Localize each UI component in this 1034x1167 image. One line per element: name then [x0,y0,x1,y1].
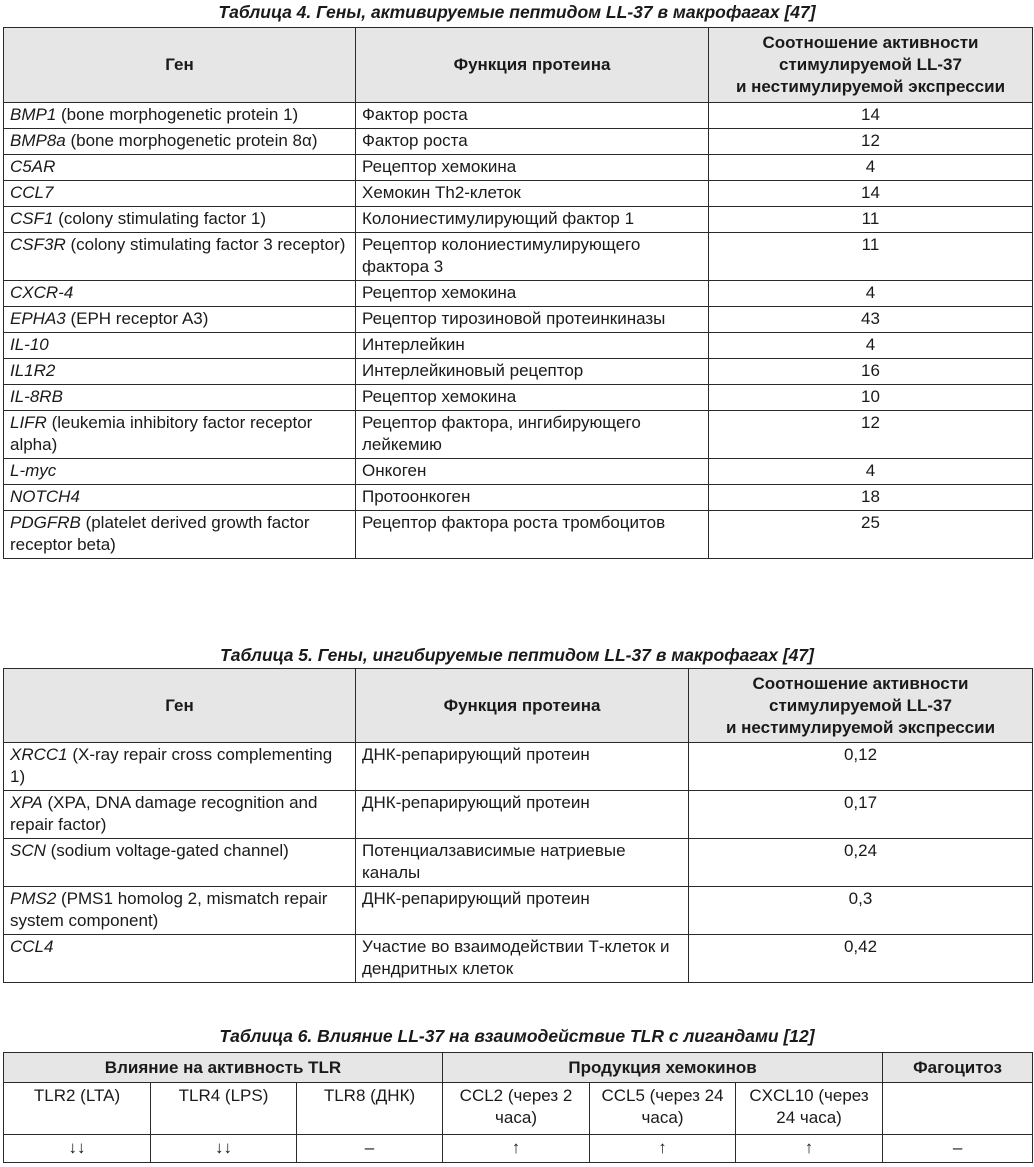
table-row [4,511,1033,559]
function-cell: Потенциалзависимые натриевые каналы [356,839,689,887]
gene-symbol: CXCR-4 [10,283,74,302]
table6-sub-tlr8: TLR8 (ДНК) [297,1083,443,1135]
ratio-cell: 12 [709,129,1033,155]
gene-cell [4,411,356,459]
table6-sub-empty [883,1083,1033,1135]
ratio-cell: 0,3 [689,887,1033,935]
gene-cell [4,207,356,233]
table6-sub-tlr4: TLR4 (LPS) [151,1083,297,1135]
gene-cell [4,935,356,983]
ratio-cell: 0,42 [689,935,1033,983]
table-row [4,743,1033,791]
gene-symbol: CCL7 [10,183,54,202]
ratio-cell: 4 [709,281,1033,307]
gene-description: (XPA, DNA damage recognition and repair factor) [10,793,318,834]
table4 [3,27,1033,559]
gene-cell [4,307,356,333]
table-row [4,129,1033,155]
gene-cell [4,839,356,887]
table-row [4,333,1033,359]
table-row [4,155,1033,181]
table6-sub-ccl2: CCL2 (через 2 часа) [443,1083,590,1135]
table5-header-function: Функция протеина [356,669,689,743]
table6-value-phagocytosis: – [883,1135,1033,1163]
function-cell: Онкоген [356,459,709,485]
table-row [4,207,1033,233]
gene-symbol: BMP8a [10,131,66,150]
gene-description: (bone morphogenetic protein 1) [56,105,299,124]
table6-value-tlr8: – [297,1135,443,1163]
ratio-cell: 10 [709,385,1033,411]
ratio-cell: 4 [709,459,1033,485]
gene-cell [4,333,356,359]
gene-cell [4,103,356,129]
gene-symbol: CCL4 [10,937,54,956]
table6 [3,1052,1033,1163]
gene-cell [4,743,356,791]
gene-symbol: PMS2 [10,889,57,908]
gene-description: (colony stimulating factor 1) [53,209,267,228]
table-row [4,791,1033,839]
gene-symbol: XRCC1 [10,745,68,764]
table6-value-ccl5: ↑ [590,1135,736,1163]
gene-cell [4,155,356,181]
table5-header-ratio: Соотношение активности стимулируемой LL-37 и нестимулируемой экспрессии [689,669,1033,743]
function-cell: Протоонкоген [356,485,709,511]
gene-cell [4,887,356,935]
table6-sub-tlr2: TLR2 (LTA) [4,1083,151,1135]
function-cell: Фактор роста [356,103,709,129]
table6-group-chemokines: Продукция хемокинов [443,1053,883,1083]
gene-symbol: IL-8RB [10,387,63,406]
table-row [4,385,1033,411]
gene-description: (bone morphogenetic protein 8α) [65,131,318,150]
gene-symbol: C5AR [10,157,56,176]
function-cell: Хемокин Th2-клеток [356,181,709,207]
gene-description: (platelet derived growth factor receptor beta) [10,513,310,554]
ratio-cell: 0,24 [689,839,1033,887]
gene-cell [4,511,356,559]
ratio-cell: 25 [709,511,1033,559]
gene-symbol: IL-10 [10,335,49,354]
gene-cell [4,791,356,839]
function-cell: Рецептор колониестимулирующего фактора 3 [356,233,709,281]
gene-description: (PMS1 homolog 2, mismatch repair system component) [10,889,328,930]
gene-description: (X-ray repair cross complementing 1) [10,745,333,786]
gene-symbol: IL1R2 [10,361,56,380]
gene-cell [4,459,356,485]
table6-sub-ccl5: CCL5 (через 24 часа) [590,1083,736,1135]
table4-header-ratio: Соотношение активности стимулируемой LL-37 и нестимулируемой экспрессии [709,28,1033,103]
gene-cell [4,233,356,281]
gene-symbol: BMP1 [10,105,57,124]
table4-header-function: Функция протеина [356,28,709,103]
function-cell: ДНК-репарирующий протеин [356,791,689,839]
gene-cell [4,181,356,207]
table-row [4,887,1033,935]
gene-symbol: CSF1 [10,209,54,228]
gene-symbol: SCN [10,841,46,860]
table6-value-tlr2: ↓↓ [4,1135,151,1163]
gene-symbol: L-myc [10,461,57,480]
table-row [4,281,1033,307]
ratio-cell: 11 [709,207,1033,233]
table5 [3,668,1033,983]
ratio-cell: 4 [709,155,1033,181]
gene-symbol: NOTCH4 [10,487,80,506]
table6-group-tlr: Влияние на активность TLR [4,1053,443,1083]
table4-caption: Таблица 4. Гены, активируемые пептидом LL-37 в макрофагах [47] [218,2,816,22]
function-cell: Интерлейкин [356,333,709,359]
gene-symbol: LIFR [10,413,47,432]
ratio-cell: 18 [709,485,1033,511]
function-cell: Рецептор хемокина [356,281,709,307]
function-cell: Участие во взаимодействии Т-клеток и дендритных клеток [356,935,689,983]
gene-description: (sodium voltage-gated channel) [45,841,289,860]
function-cell: Рецептор фактора, ингибирующего лейкемию [356,411,709,459]
table6-sub-cxcl10: CXCL10 (через 24 часа) [736,1083,883,1135]
table5-caption: Таблица 5. Гены, ингибируемые пептидом LL-37 в макрофагах [47] [220,645,814,665]
function-cell: Рецептор хемокина [356,155,709,181]
table-row [4,411,1033,459]
ratio-cell: 14 [709,103,1033,129]
table4-header-gene: Ген [4,28,356,103]
ratio-cell: 16 [709,359,1033,385]
table-row [4,233,1033,281]
gene-symbol: EPHA3 [10,309,66,328]
gene-cell [4,385,356,411]
gene-description: (EPH receptor A3) [65,309,209,328]
table-row [4,307,1033,333]
table-row [4,839,1033,887]
table-row [4,359,1033,385]
function-cell: ДНК-репарирующий протеин [356,887,689,935]
table5-header-gene: Ген [4,669,356,743]
gene-description: (colony stimulating factor 3 receptor) [65,235,346,254]
ratio-cell: 12 [709,411,1033,459]
table6-caption: Таблица 6. Влияние LL-37 на взаимодействие TLR с лигандами [12] [219,1026,815,1046]
function-cell: Фактор роста [356,129,709,155]
ratio-cell: 43 [709,307,1033,333]
table6-group-phagocytosis: Фагоцитоз [883,1053,1033,1083]
table-row [4,181,1033,207]
ratio-cell: 0,17 [689,791,1033,839]
table6-value-cxcl10: ↑ [736,1135,883,1163]
gene-cell [4,359,356,385]
function-cell: Рецептор хемокина [356,385,709,411]
gene-cell [4,485,356,511]
gene-cell [4,281,356,307]
table-row [4,935,1033,983]
function-cell: Рецептор тирозиновой протеинкиназы [356,307,709,333]
table6-value-ccl2: ↑ [443,1135,590,1163]
function-cell: Интерлейкиновый рецептор [356,359,709,385]
ratio-cell: 11 [709,233,1033,281]
gene-description: (leukemia inhibitory factor receptor alpha) [10,413,313,454]
table-row [4,103,1033,129]
ratio-cell: 14 [709,181,1033,207]
ratio-cell: 4 [709,333,1033,359]
table-row [4,459,1033,485]
table6-value-tlr4: ↓↓ [151,1135,297,1163]
function-cell: ДНК-репарирующий протеин [356,743,689,791]
function-cell: Колониестимулирующий фактор 1 [356,207,709,233]
gene-symbol: XPA [10,793,43,812]
gene-symbol: PDGFRB [10,513,81,532]
ratio-cell: 0,12 [689,743,1033,791]
gene-symbol: CSF3R [10,235,66,254]
table-row [4,485,1033,511]
function-cell: Рецептор фактора роста тромбоцитов [356,511,709,559]
gene-cell [4,129,356,155]
